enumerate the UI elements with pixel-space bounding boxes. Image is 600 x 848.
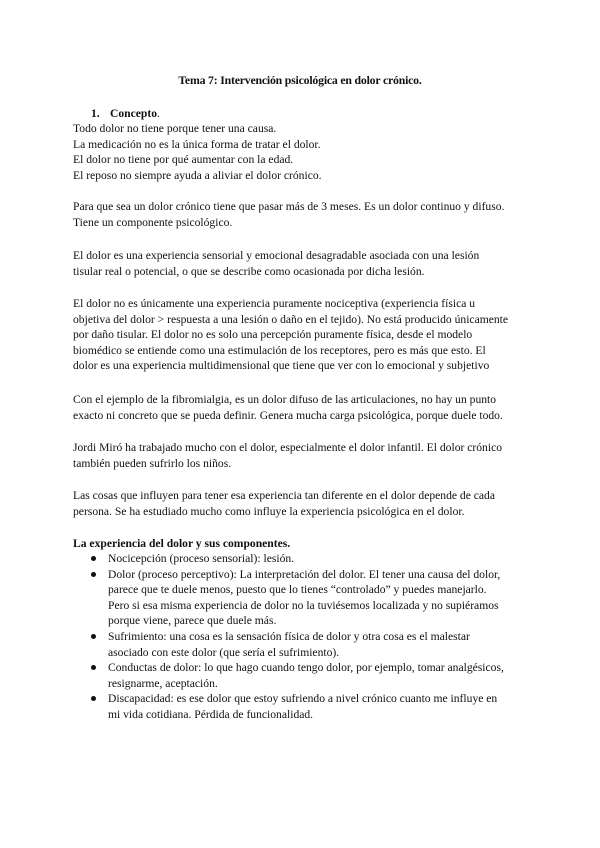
subheading-components: La experiencia del dolor y sus componentes.	[73, 537, 291, 550]
intro-line: El reposo no siempre ayuda a aliviar el dolor crónico.	[73, 168, 322, 182]
paragraph-line: Las cosas que influyen para tener esa experiencia tan diferente en el dolor depende de cada	[73, 489, 495, 502]
section-suffix: .	[157, 107, 160, 120]
paragraph-pain-definition	[73, 248, 535, 279]
components-list	[91, 551, 541, 723]
section-number: 1.	[91, 107, 100, 120]
paragraph-line: también pueden sufrirlo los niños.	[73, 456, 232, 470]
paragraph-multidimensional	[73, 296, 535, 374]
intro-statements	[73, 121, 535, 183]
paragraph-jordi-miro	[73, 440, 535, 471]
list-item-line: parece que te duele menos, puesto que lo tienes “controlado” y puedes manejarlo.	[108, 583, 487, 597]
list-item-line: porque viene, parece que duele más.	[108, 614, 277, 628]
paragraph-chronic-definition	[73, 199, 535, 230]
bullet-icon	[91, 696, 96, 701]
list-item	[91, 551, 541, 567]
paragraph-line: El dolor no es únicamente una experiencia puramente nociceptiva (experiencia física u	[73, 297, 476, 310]
paragraph-line: El dolor es una experiencia sensorial y emocional desagradable asociada con una lesión	[73, 249, 480, 262]
paragraph-line: exacto ni concreto que se pueda definir. Genera mucha carga psicológica, porque duele todo.	[73, 408, 503, 422]
list-item-line: resignarme, aceptación.	[108, 676, 218, 690]
paragraph-line: tisular real o potencial, o que se describe como ocasionada por dicha lesión.	[73, 264, 425, 278]
intro-line: Todo dolor no tiene porque tener una causa.	[73, 122, 277, 135]
list-item-line: Dolor (proceso perceptivo): La interpretación del dolor. El tener una causa del dolor,	[108, 567, 501, 581]
paragraph-line: dolor es una experiencia multidimensional que tiene que ver con lo emocional y subjetivo	[73, 359, 490, 373]
bullet-icon	[91, 665, 96, 670]
section-heading-concepto	[91, 106, 160, 122]
list-item	[91, 691, 541, 722]
paragraph-line: Con el ejemplo de la fibromialgia, es un dolor difuso de las articulaciones, no hay un punto	[73, 393, 497, 406]
paragraph-line: persona. Se ha estudiado mucho como influye la experiencia psicológica en el dolor.	[73, 504, 465, 518]
bullet-icon	[91, 634, 96, 639]
section-label: Concepto	[110, 107, 158, 120]
paragraph-line: Tiene un componente psicológico.	[73, 215, 233, 229]
document-title: Tema 7: Intervención psicológica en dolor crónico.	[178, 73, 422, 87]
list-item-line: asociado con este dolor (que sería el sufrimiento).	[108, 645, 340, 659]
list-item	[91, 660, 541, 691]
paragraph-influences	[73, 488, 535, 519]
paragraph-line: objetiva del dolor > respuesta a una lesión o daño en el tejido). No está producido únicamente	[73, 312, 509, 326]
paragraph-fibromialgia	[73, 392, 535, 423]
paragraph-line: Para que sea un dolor crónico tiene que pasar más de 3 meses. Es un dolor continuo y difuso.	[73, 200, 505, 213]
bullet-icon	[91, 556, 96, 561]
list-item	[91, 629, 541, 660]
list-item-line: Conductas de dolor: lo que hago cuando tengo dolor, por ejemplo, tomar analgésicos,	[108, 661, 504, 675]
list-item-line: Discapacidad: es ese dolor que estoy sufriendo a nivel crónico cuanto me influye en	[108, 692, 498, 706]
list-item	[91, 567, 541, 629]
list-item-line: Nocicepción (proceso sensorial): lesión.	[108, 552, 295, 565]
intro-line: El dolor no tiene por qué aumentar con la edad.	[73, 153, 294, 167]
bullet-icon	[91, 572, 96, 577]
paragraph-line: Jordi Miró ha trabajado mucho con el dolor, especialmente el dolor infantil. El dolor crónico	[73, 441, 503, 454]
intro-line: La medicación no es la única forma de tratar el dolor.	[73, 137, 321, 151]
paragraph-line: biomédico se entiende como una estimulación de los receptores, pero es más que esto. El	[73, 343, 486, 357]
paragraph-line: por daño tisular. El dolor no es solo una percepción puramente física, desde el modelo	[73, 328, 473, 342]
list-item-line: mi vida cotidiana. Pérdida de funcionalidad.	[108, 707, 314, 721]
list-item-line: Pero si esa misma experiencia de dolor no la tuviésemos localizada y no supiéramos	[108, 598, 499, 612]
list-item-line: Sufrimiento: una cosa es la sensación física de dolor y otra cosa es el malestar	[108, 629, 470, 643]
